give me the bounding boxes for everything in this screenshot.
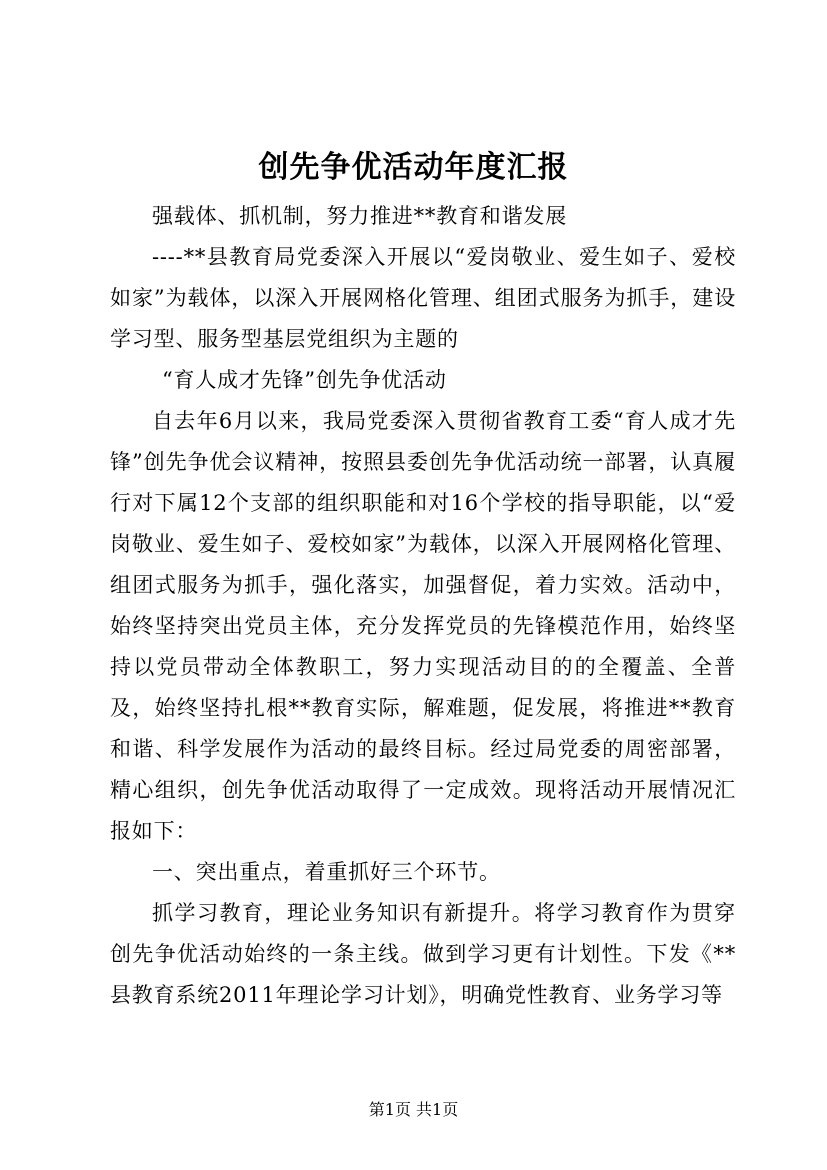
document-title: 创先争优活动年度汇报 (258, 150, 569, 185)
main-paragraph: 自去年6月以来，我局党委深入贯彻省教育工委“育人成才先锋”创先争优会议精神，按照县委创先争优活动统一部署，认真履行对下属12个支部的组织职能和对16个学校的指导职能，以“爱岗敬业、爱生如子、爱校如家”为载体，以深入开展网格化管理、组团式服务为抓手，强化落实，加强督促，着力实效。活动中，始终坚持突出党员主体，充分发挥党员的先锋模范作用，始终坚持以党员带动全体教职工，努力实现活动目的的全覆盖、全普及，始终坚持扎根**教育实际，解难题，促发展，将推进**教育和谐、科学发展作为活动的最终目标。经过局党委的周密部署，精心组织，创先争优活动取得了一定成效。现将活动开展情况汇报如下： (110, 409, 736, 843)
intro-paragraph: ----**县教育局党委深入开展以“爱岗敬业、爱生如子、爱校如家”为载体，以深入开展网格化管理、组团式服务为抓手，建设学习型、服务型基层党组织为主题的 (110, 245, 736, 351)
subtitle-paragraph: 强载体、抓机制，努力推进**教育和谐发展 (152, 204, 567, 228)
page-footer: 第1页 共1页 (368, 1100, 459, 1119)
section-heading: 一、突出重点，着重抓好三个环节。 (152, 860, 501, 884)
document-body (110, 196, 736, 1016)
study-paragraph: 抓学习教育，理论业务知识有新提升。将学习教育作为贯穿创先争优活动始终的一条主线。做到学习更有计划性。下发《**县教育系统2011年理论学习计划》，明确党性教育、业务学习等 (110, 901, 736, 1007)
activity-name-paragraph: “育人成才先锋”创先争优活动 (162, 368, 447, 392)
